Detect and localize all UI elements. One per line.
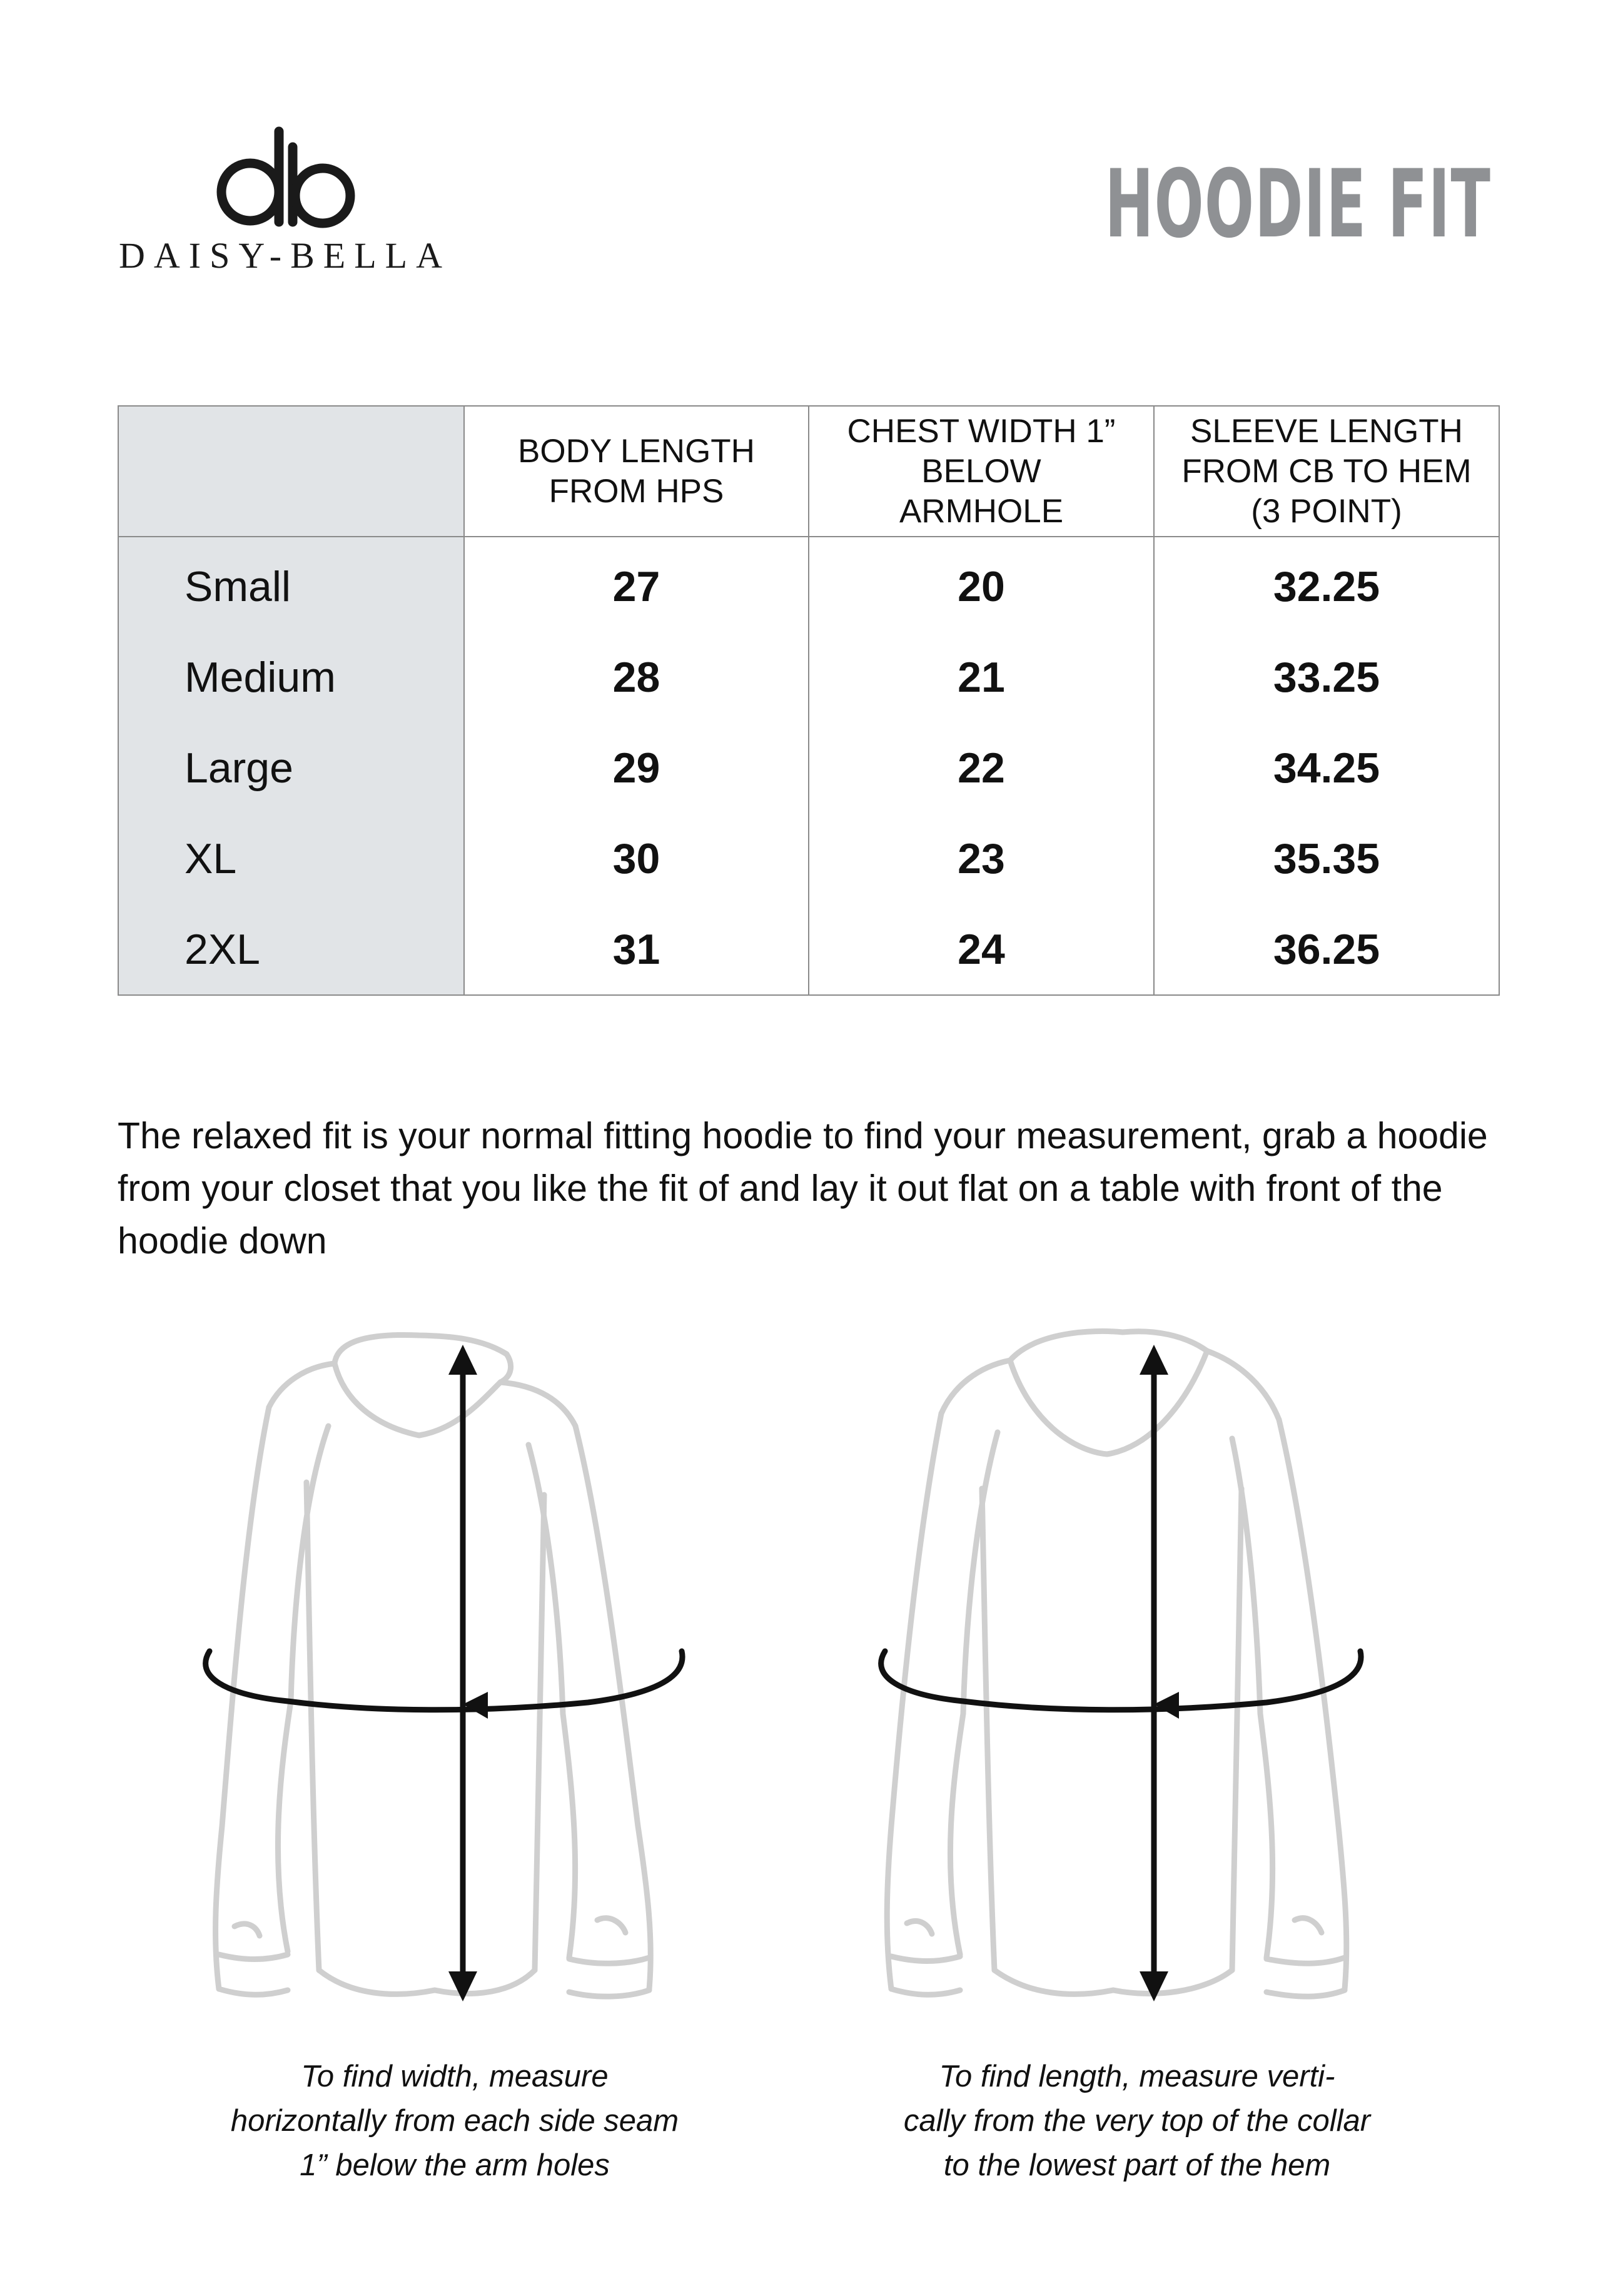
- size-label: Medium: [118, 632, 464, 722]
- intro-paragraph: The relaxed fit is your normal fitting hoodie to find your measurement, grab a hoodie from your closet that you like the fit of and lay it out flat on a table with front of the hoodie down: [118, 1115, 1488, 1262]
- chest-width-value: 20: [809, 537, 1154, 632]
- chest-width-value: 23: [809, 813, 1154, 904]
- chest-width-value: 21: [809, 632, 1154, 722]
- length-caption: [824, 2055, 1450, 2188]
- length-measure-diagram: [866, 1326, 1417, 2014]
- header-body-length: [464, 406, 809, 537]
- caption-line: To find width, measure: [301, 2060, 609, 2093]
- header-line: BODY LENGTH: [518, 432, 755, 470]
- size-label: 2XL: [118, 904, 464, 995]
- header-line: CHEST WIDTH 1”: [847, 412, 1116, 450]
- header-chest-width: [809, 406, 1154, 537]
- body-length-value: 30: [464, 813, 809, 904]
- size-label: Small: [118, 537, 464, 632]
- caption-line: To find length, measure verti-: [939, 2060, 1335, 2093]
- db-monogram-icon: [206, 122, 369, 228]
- header-size-corner: [118, 406, 464, 537]
- table-row: [118, 813, 1499, 904]
- table-header-row: [118, 406, 1499, 537]
- header-line: (3 POINT): [1251, 492, 1402, 530]
- brand-wordmark: DAISY-BELLA: [119, 235, 451, 276]
- header-line: FROM HPS: [549, 472, 724, 510]
- hoodie-front-outline-icon: [188, 1326, 738, 2014]
- header-sleeve-length: [1154, 406, 1499, 537]
- header-line: FROM CB TO HEM: [1181, 452, 1472, 490]
- brand-logo: [119, 122, 457, 278]
- size-chart-table: [118, 405, 1500, 996]
- caption-line: 1” below the arm holes: [300, 2148, 610, 2182]
- page-title: HOODIE FIT: [1105, 150, 1491, 259]
- table-row: [118, 537, 1499, 632]
- chest-width-value: 24: [809, 904, 1154, 995]
- header-line: ARMHOLE: [899, 492, 1064, 530]
- body-length-value: 28: [464, 632, 809, 722]
- body-length-value: 29: [464, 722, 809, 813]
- header-line: BELOW: [921, 452, 1041, 490]
- table-row: [118, 904, 1499, 995]
- header-line: SLEEVE LENGTH: [1190, 412, 1463, 450]
- sleeve-length-value: 35.35: [1154, 813, 1499, 904]
- sleeve-length-value: 32.25: [1154, 537, 1499, 632]
- size-label: Large: [118, 722, 464, 813]
- sleeve-length-value: 34.25: [1154, 722, 1499, 813]
- width-measure-diagram: [188, 1326, 738, 2014]
- size-label: XL: [118, 813, 464, 904]
- sleeve-length-value: 33.25: [1154, 632, 1499, 722]
- hoodie-back-outline-icon: [866, 1326, 1417, 2014]
- table-row: [118, 722, 1499, 813]
- sleeve-length-value: 36.25: [1154, 904, 1499, 995]
- chest-width-value: 22: [809, 722, 1154, 813]
- caption-line: to the lowest part of the hem: [943, 2148, 1331, 2182]
- body-length-value: 31: [464, 904, 809, 995]
- width-caption: [142, 2055, 767, 2188]
- table-row: [118, 632, 1499, 722]
- caption-line: cally from the very top of the collar: [903, 2104, 1371, 2138]
- body-length-value: 27: [464, 537, 809, 632]
- caption-line: horizontally from each side seam: [230, 2104, 679, 2138]
